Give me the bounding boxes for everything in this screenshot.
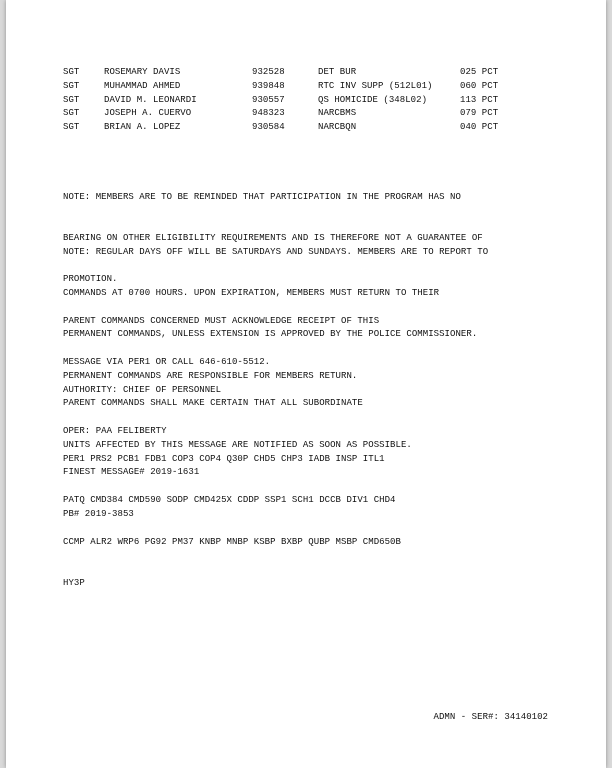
command: QS HOMICIDE (348L02): [318, 94, 428, 105]
tax-number: 939848: [252, 80, 285, 91]
note-line: PERMANENT COMMANDS, UNLESS EXTENSION IS APPROVED BY THE POLICE COMMISSIONER.: [63, 329, 478, 340]
note-line: NOTE: REGULAR DAYS OFF WILL BE SATURDAYS AND SUNDAYS. MEMBERS ARE TO REPORT TO: [63, 246, 489, 257]
note-line: BEARING ON OTHER ELIGIBILITY REQUIREMENTS AND IS THEREFORE NOT A GUARANTEE OF: [63, 232, 483, 243]
member-name: BRIAN A. LOPEZ: [104, 122, 181, 133]
precinct: 040 PCT: [460, 122, 499, 133]
rank: SGT: [63, 94, 80, 105]
distribution-codes: CCMP ALR2 WRP6 PG92 PM37 KNBP MNBP KSBP BXBP QUBP MSBP CMD650B: [63, 536, 401, 547]
tax-number: 948323: [252, 108, 285, 119]
command: DET BUR: [318, 67, 357, 77]
roster-row: [63, 94, 563, 108]
member-name: MUHAMMAD AHMED: [104, 80, 181, 91]
precinct: 025 PCT: [460, 67, 499, 77]
tax-number: 930557: [252, 94, 285, 105]
distribution-codes: PATQ CMD384 CMD590 SODP CMD425X CDDP SSP1 SCH1 DCCB DIV1 CHD4: [63, 494, 396, 505]
instruction-line: PARENT COMMANDS CONCERNED MUST ACKNOWLEDGE RECEIPT OF THIS: [63, 315, 380, 326]
instruction-line: UNITS AFFECTED BY THIS MESSAGE ARE NOTIFIED AS SOON AS POSSIBLE.: [63, 439, 412, 450]
finest-message-number: FINEST MESSAGE# 2019-1631: [63, 467, 200, 478]
distribution-codes: PER1 PRS2 PCB1 FDB1 COP3 COP4 Q30P CHD5 CHP3 IADB INSP ITL1: [63, 453, 385, 464]
command: NARCBQN: [318, 122, 357, 133]
document-page: [6, 0, 606, 768]
note-line: NOTE: MEMBERS ARE TO BE REMINDED THAT PARTICIPATION IN THE PROGRAM HAS NO: [63, 191, 461, 202]
note-line: PROMOTION.: [63, 274, 118, 285]
roster-table: [63, 66, 563, 135]
command: NARCBMS: [318, 108, 357, 119]
member-name: DAVID M. LEONARDI: [104, 94, 197, 105]
note-line: PERMANENT COMMANDS ARE RESPONSIBLE FOR MEMBERS RETURN.: [63, 370, 358, 381]
instruction-line: PARENT COMMANDS SHALL MAKE CERTAIN THAT ALL SUBORDINATE: [63, 398, 363, 409]
roster-row: [63, 80, 563, 94]
roster-row: [63, 66, 563, 80]
serial-number: ADMN - SER#: 34140102: [433, 712, 548, 722]
precinct: 079 PCT: [460, 108, 499, 119]
pb-number: PB# 2019-3853: [63, 508, 134, 519]
distribution-codes: HY3P: [63, 577, 85, 588]
roster-row: [63, 107, 563, 121]
precinct: 060 PCT: [460, 80, 499, 91]
tax-number: 932528: [252, 67, 285, 77]
command: RTC INV SUPP (512L01): [318, 80, 433, 91]
operator-line: OPER: PAA FELIBERTY: [63, 425, 167, 436]
rank: SGT: [63, 108, 80, 119]
note-line: COMMANDS AT 0700 HOURS. UPON EXPIRATION, MEMBERS MUST RETURN TO THEIR: [63, 287, 440, 298]
roster-row: [63, 121, 563, 135]
member-name: ROSEMARY DAVIS: [104, 67, 181, 77]
tax-number: 930584: [252, 122, 285, 133]
rank: SGT: [63, 67, 80, 77]
rank: SGT: [63, 122, 80, 133]
precinct: 113 PCT: [460, 94, 499, 105]
rank: SGT: [63, 80, 80, 91]
distribution-line-4: [63, 549, 543, 618]
instruction-line: MESSAGE VIA PER1 OR CALL 646-610-5512.: [63, 356, 271, 367]
member-name: JOSEPH A. CUERVO: [104, 108, 192, 119]
authority-line: AUTHORITY: CHIEF OF PERSONNEL: [63, 384, 222, 395]
